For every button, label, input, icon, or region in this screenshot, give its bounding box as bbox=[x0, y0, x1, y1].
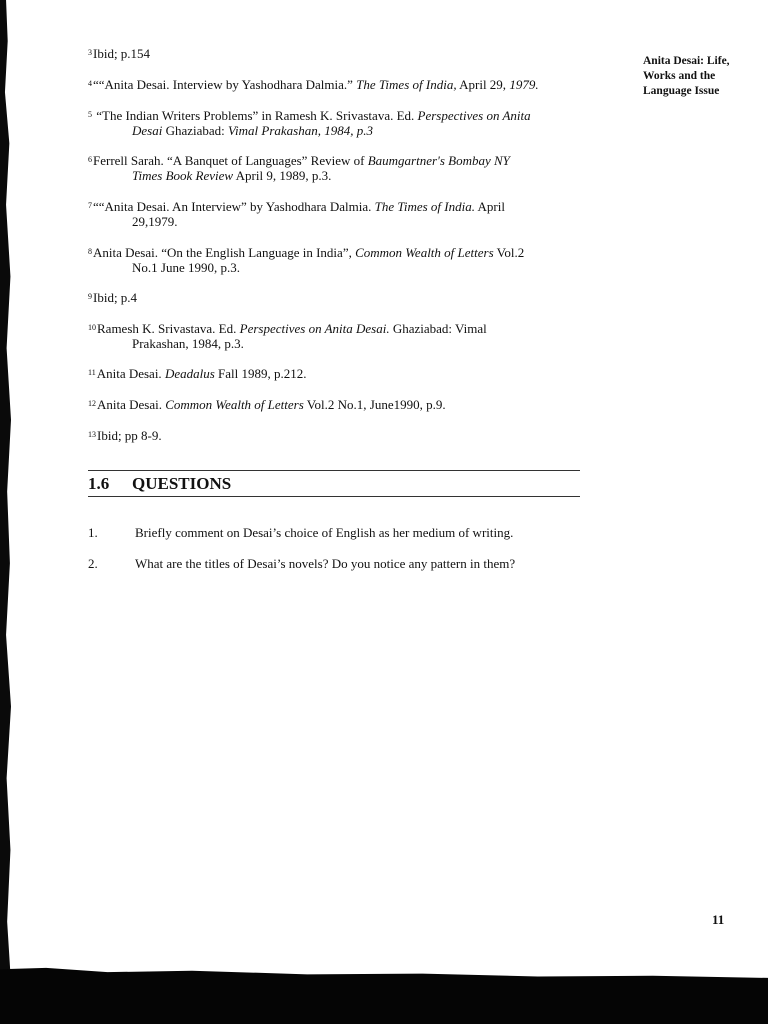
endnote-text: April 29, bbox=[456, 77, 510, 92]
endnote-italic: Common Wealth of Letters bbox=[355, 245, 494, 260]
question-item bbox=[88, 556, 588, 571]
endnote-text: Anita Desai. “On the English Language in India”, bbox=[93, 245, 356, 260]
endnote-number: 13 bbox=[88, 430, 96, 439]
endnote-number: 7 bbox=[88, 201, 92, 210]
endnote-italic: Deadalus bbox=[164, 366, 215, 381]
endnote-text: April 9, 1989, p.3. bbox=[233, 168, 332, 183]
margin-title-line: Works and the bbox=[643, 70, 716, 82]
endnote-number: 8 bbox=[88, 247, 92, 256]
page-number: 11 bbox=[712, 912, 725, 927]
endnote-number: 12 bbox=[88, 399, 96, 408]
endnote-continuation bbox=[88, 168, 510, 183]
endnote-text: “The Indian Writers Problems” in Ramesh K. Srivastava. Ed. bbox=[93, 108, 418, 123]
endnote-10 bbox=[88, 321, 487, 351]
endnote-6 bbox=[88, 153, 510, 183]
endnote-text: Anita Desai. bbox=[96, 366, 165, 381]
endnote-text: Ferrell Sarah. “A Banquet of Languages” Review of bbox=[93, 153, 368, 168]
endnote-text: April bbox=[475, 199, 505, 214]
question-text: What are the titles of Desai’s novels? Do you notice any pattern in them? bbox=[135, 556, 516, 571]
question-number: 2. bbox=[88, 556, 98, 571]
section-number: 1.6 bbox=[88, 474, 110, 493]
endnote-text: Ibid; p.154 bbox=[93, 46, 151, 61]
scan-border-bottom bbox=[0, 952, 768, 1024]
endnote-text: Anita Desai. bbox=[97, 397, 166, 412]
endnote-9 bbox=[88, 290, 137, 305]
section-heading bbox=[88, 470, 580, 497]
endnote-3 bbox=[88, 46, 150, 61]
endnote-number: 10 bbox=[88, 323, 96, 332]
endnote-11 bbox=[88, 366, 307, 381]
question-item bbox=[88, 525, 588, 540]
endnote-italic: Baumgartner's Bombay NY bbox=[367, 153, 510, 168]
scan-border-left bbox=[0, 0, 11, 1024]
endnote-text: Ibid; pp 8-9. bbox=[97, 428, 162, 443]
endnote-italic: Vimal Prakashan, 1984, p.3 bbox=[228, 123, 373, 138]
endnote-number: 3 bbox=[88, 48, 92, 57]
endnote-italic: The Times of India, bbox=[356, 77, 457, 92]
endnote-text: Ghaziabad: bbox=[162, 123, 229, 138]
endnote-text: Ramesh K. Srivastava. Ed. bbox=[97, 321, 240, 336]
endnote-12 bbox=[88, 397, 446, 412]
endnote-continuation bbox=[88, 123, 531, 138]
endnote-italic: Common Wealth of Letters bbox=[165, 397, 304, 412]
margin-unit-title bbox=[643, 54, 753, 99]
endnote-italic: 1979. bbox=[509, 77, 539, 92]
endnote-number: 6 bbox=[88, 155, 92, 164]
endnote-text: Ibid; p.4 bbox=[93, 290, 138, 305]
endnote-italic: Perspectives on Anita bbox=[417, 108, 531, 123]
endnote-text: ““Anita Desai. An Interview” by Yashodhara Dalmia. bbox=[93, 199, 375, 214]
section-title: QUESTIONS bbox=[132, 474, 232, 493]
endnote-italic: Desai bbox=[132, 123, 163, 138]
endnote-8 bbox=[88, 245, 524, 275]
margin-title-line: Anita Desai: Life, bbox=[643, 55, 730, 67]
endnote-13 bbox=[88, 428, 162, 443]
endnote-4 bbox=[88, 77, 539, 92]
endnote-text: Ghaziabad: Vimal bbox=[389, 321, 487, 336]
endnote-number: 9 bbox=[88, 292, 92, 301]
endnote-text: Fall 1989, p.212. bbox=[214, 366, 307, 381]
endnote-italic: The Times of India. bbox=[374, 199, 475, 214]
endnote-italic: Times Book Review bbox=[132, 168, 234, 183]
endnote-7 bbox=[88, 199, 505, 229]
question-number: 1. bbox=[88, 525, 98, 540]
endnote-continuation: No.1 June 1990, p.3. bbox=[132, 260, 240, 275]
endnote-italic: Perspectives on Anita Desai. bbox=[239, 321, 390, 336]
endnote-number: 4 bbox=[88, 79, 92, 88]
question-text: Briefly comment on Desai’s choice of English as her medium of writing. bbox=[135, 525, 514, 540]
endnote-number: 11 bbox=[88, 368, 96, 377]
endnote-5 bbox=[88, 108, 531, 138]
endnote-text: Vol.2 bbox=[493, 245, 525, 260]
endnote-text: ““Anita Desai. Interview by Yashodhara Dalmia.” bbox=[93, 77, 357, 92]
endnote-continuation: 29,1979. bbox=[132, 214, 178, 229]
endnote-text: Vol.2 No.1, June1990, p.9. bbox=[303, 397, 446, 412]
endnote-continuation: Prakashan, 1984, p.3. bbox=[132, 336, 244, 351]
margin-title-line: Language Issue bbox=[643, 85, 720, 97]
endnote-number: 5 bbox=[88, 110, 92, 119]
